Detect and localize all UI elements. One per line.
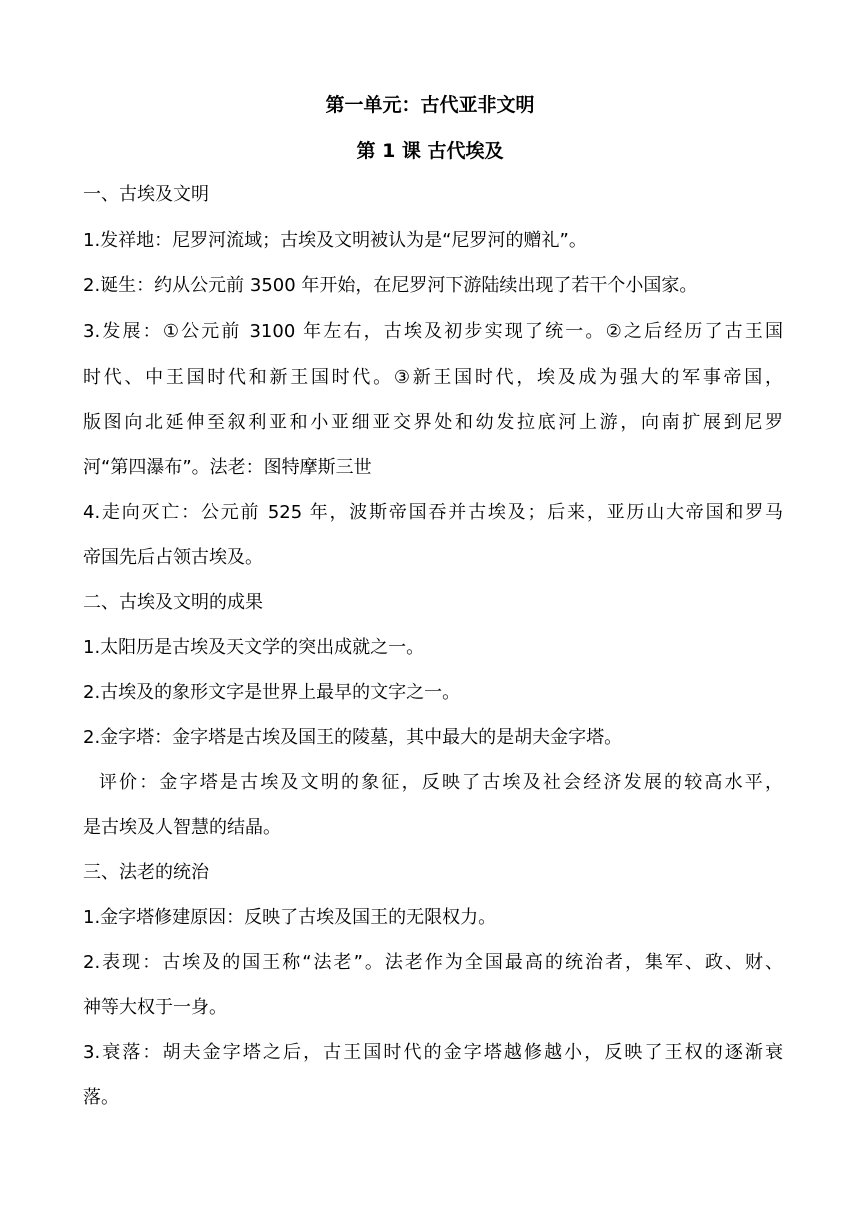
paragraph-line: 2.古埃及的象形文字是世界上最早的文字之一。	[83, 682, 461, 703]
paragraph-line: 评价：金字塔是古埃及文明的象征，反映了古埃及社会经济发展的较高水平，	[83, 772, 783, 793]
paragraph-line: 落。	[83, 1087, 119, 1108]
paragraph-line: 2.表现：古埃及的国王称“法老”。法老作为全国最高的统治者，集军、政、财、	[83, 952, 783, 973]
paragraph-line: 版图向北延伸至叙利亚和小亚细亚交界处和幼发拉底河上游，向南扩展到尼罗	[83, 412, 783, 433]
section-heading: 三、法老的统治	[83, 862, 209, 883]
section-heading: 二、古埃及文明的成果	[83, 592, 263, 613]
paragraph-line: 是古埃及人智慧的结晶。	[83, 817, 281, 838]
lesson-title: 第 1 课 古代埃及	[356, 140, 504, 162]
paragraph-line: 1.发祥地：尼罗河流域；古埃及文明被认为是“尼罗河的赠礼”。	[83, 230, 587, 251]
paragraph-line: 2.金字塔：金字塔是古埃及国王的陵墓，其中最大的是胡夫金字塔。	[83, 727, 623, 748]
paragraph-line: 2.诞生：约从公元前 3500 年开始，在尼罗河下游陆续出现了若干个小国家。	[83, 275, 698, 296]
paragraph-line: 3.衰落：胡夫金字塔之后，古王国时代的金字塔越修越小，反映了王权的逐渐衰	[83, 1042, 783, 1063]
unit-title: 第一单元：古代亚非文明	[325, 94, 535, 116]
paragraph-line: 1.金字塔修建原因：反映了古埃及国王的无限权力。	[83, 907, 497, 928]
paragraph-line: 河“第四瀑布”。法老：图特摩斯三世	[83, 457, 372, 478]
paragraph-line: 神等大权于一身。	[83, 997, 227, 1018]
paragraph-line: 4.走向灭亡：公元前 525 年，波斯帝国吞并古埃及；后来，亚历山大帝国和罗马	[83, 502, 783, 523]
paragraph-line: 3.发展：①公元前 3100 年左右，古埃及初步实现了统一。②之后经历了古王国	[83, 321, 783, 342]
paragraph-line: 帝国先后占领古埃及。	[83, 547, 263, 568]
paragraph-line: 1.太阳历是古埃及天文学的突出成就之一。	[83, 637, 425, 658]
paragraph-line: 时代、中王国时代和新王国时代。③新王国时代，埃及成为强大的军事帝国，	[83, 367, 783, 388]
section-heading: 一、古埃及文明	[83, 184, 209, 205]
